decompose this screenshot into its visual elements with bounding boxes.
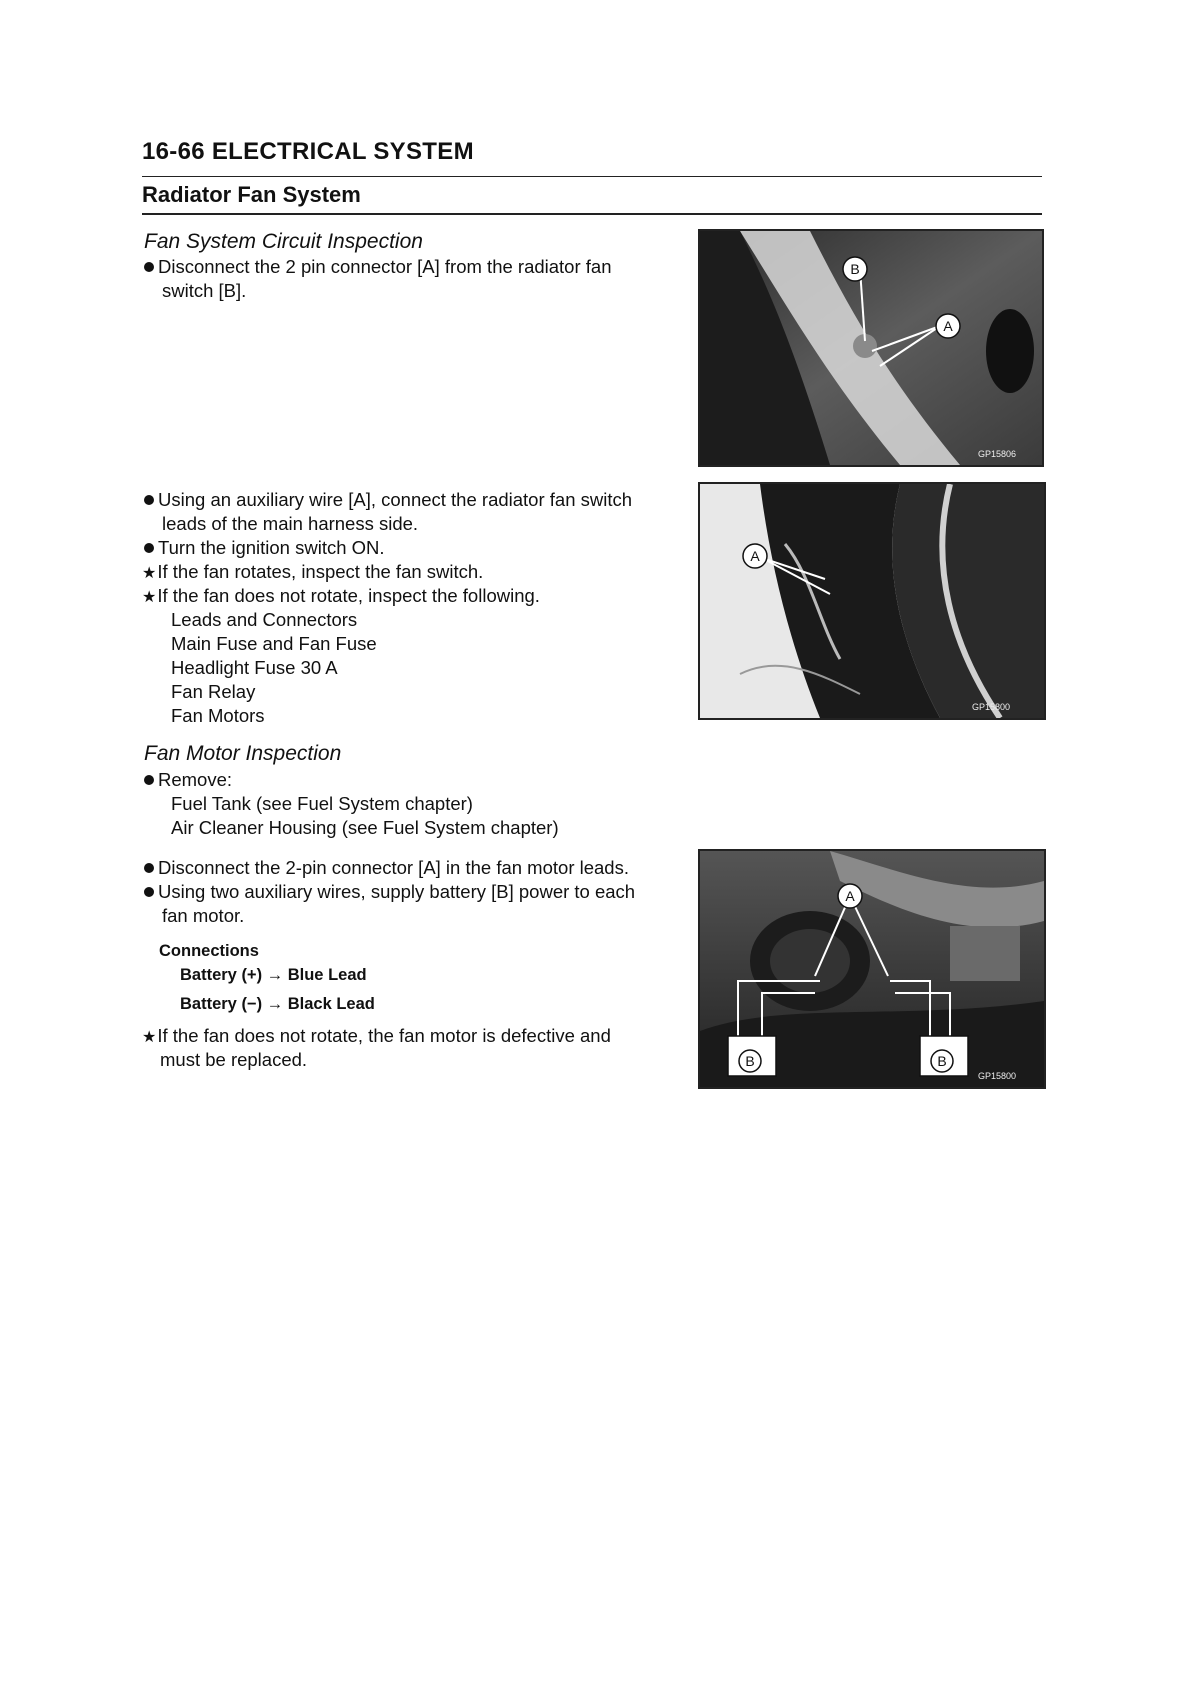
connection-line: Battery (+) → Blue Lead [180,966,367,984]
inspect-item: Headlight Fuse 30 A [171,657,338,678]
inspect-item: Fan Relay [171,681,256,702]
remove-item: Fuel Tank (see Fuel System chapter) [171,793,473,814]
step1-line2: switch [B]. [162,280,247,301]
star-icon: ★ [142,1029,157,1046]
connections-label: Connections [159,942,259,960]
step1-line1: Disconnect the 2 pin connector [A] from the radiator fan [144,255,612,279]
figure-fan-motor-battery [698,849,1046,1089]
motor-step2-line2: fan motor. [162,905,245,926]
bullet-icon [144,775,154,785]
callout-b: B [745,1053,755,1069]
callout-a: A [943,318,953,334]
bullet-icon [144,543,154,553]
star-icon: ★ [142,589,157,606]
inspect-item: Leads and Connectors [171,609,358,630]
fan-motor-heading: Fan Motor Inspection [144,742,342,765]
section-rule [142,213,1042,215]
star2-line: ★If the fan does not rotate, inspect the following. [142,585,540,606]
remove-line: Remove: [144,768,232,792]
chapter-title: 16-66 ELECTRICAL SYSTEM [142,138,474,165]
header-rule [142,176,1042,177]
star1-line: ★If the fan rotates, inspect the fan switch. [142,561,484,582]
figure-auxiliary-wire [698,482,1046,720]
figure-code: GP15806 [978,449,1017,459]
figure-code: GP15800 [978,1071,1017,1081]
fan-system-circuit-heading: Fan System Circuit Inspection [144,230,423,253]
callout-a: A [750,548,760,564]
section-title: Radiator Fan System [142,182,361,207]
inspect-item: Fan Motors [171,705,265,726]
motor-star-line2: must be replaced. [160,1049,308,1070]
bullet-icon [144,863,154,873]
step2-line1: Using an auxiliary wire [A], connect the radiator fan switch [144,488,632,512]
motor-step1: Disconnect the 2-pin connector [A] in the fan motor leads. [144,856,629,880]
callout-b: B [850,261,860,277]
motor-star-line1: ★If the fan does not rotate, the fan motor is defective and [142,1025,611,1046]
figure-radiator-fan-switch [698,229,1044,467]
motor-step2-line1: Using two auxiliary wires, supply battery [B] power to each [144,880,635,904]
star-icon: ★ [142,565,157,582]
step3-line: Turn the ignition switch ON. [144,536,385,560]
bullet-icon [144,887,154,897]
bullet-icon [144,262,154,272]
callout-b: B [937,1053,947,1069]
step2-line2: leads of the main harness side. [162,513,419,534]
bullet-icon [144,495,154,505]
remove-item: Air Cleaner Housing (see Fuel System chapter) [171,817,559,838]
inspect-item: Main Fuse and Fan Fuse [171,633,377,654]
connection-line: Battery (−) → Black Lead [180,995,375,1013]
callout-a: A [845,888,855,904]
figure-code: GP15800 [972,702,1011,712]
